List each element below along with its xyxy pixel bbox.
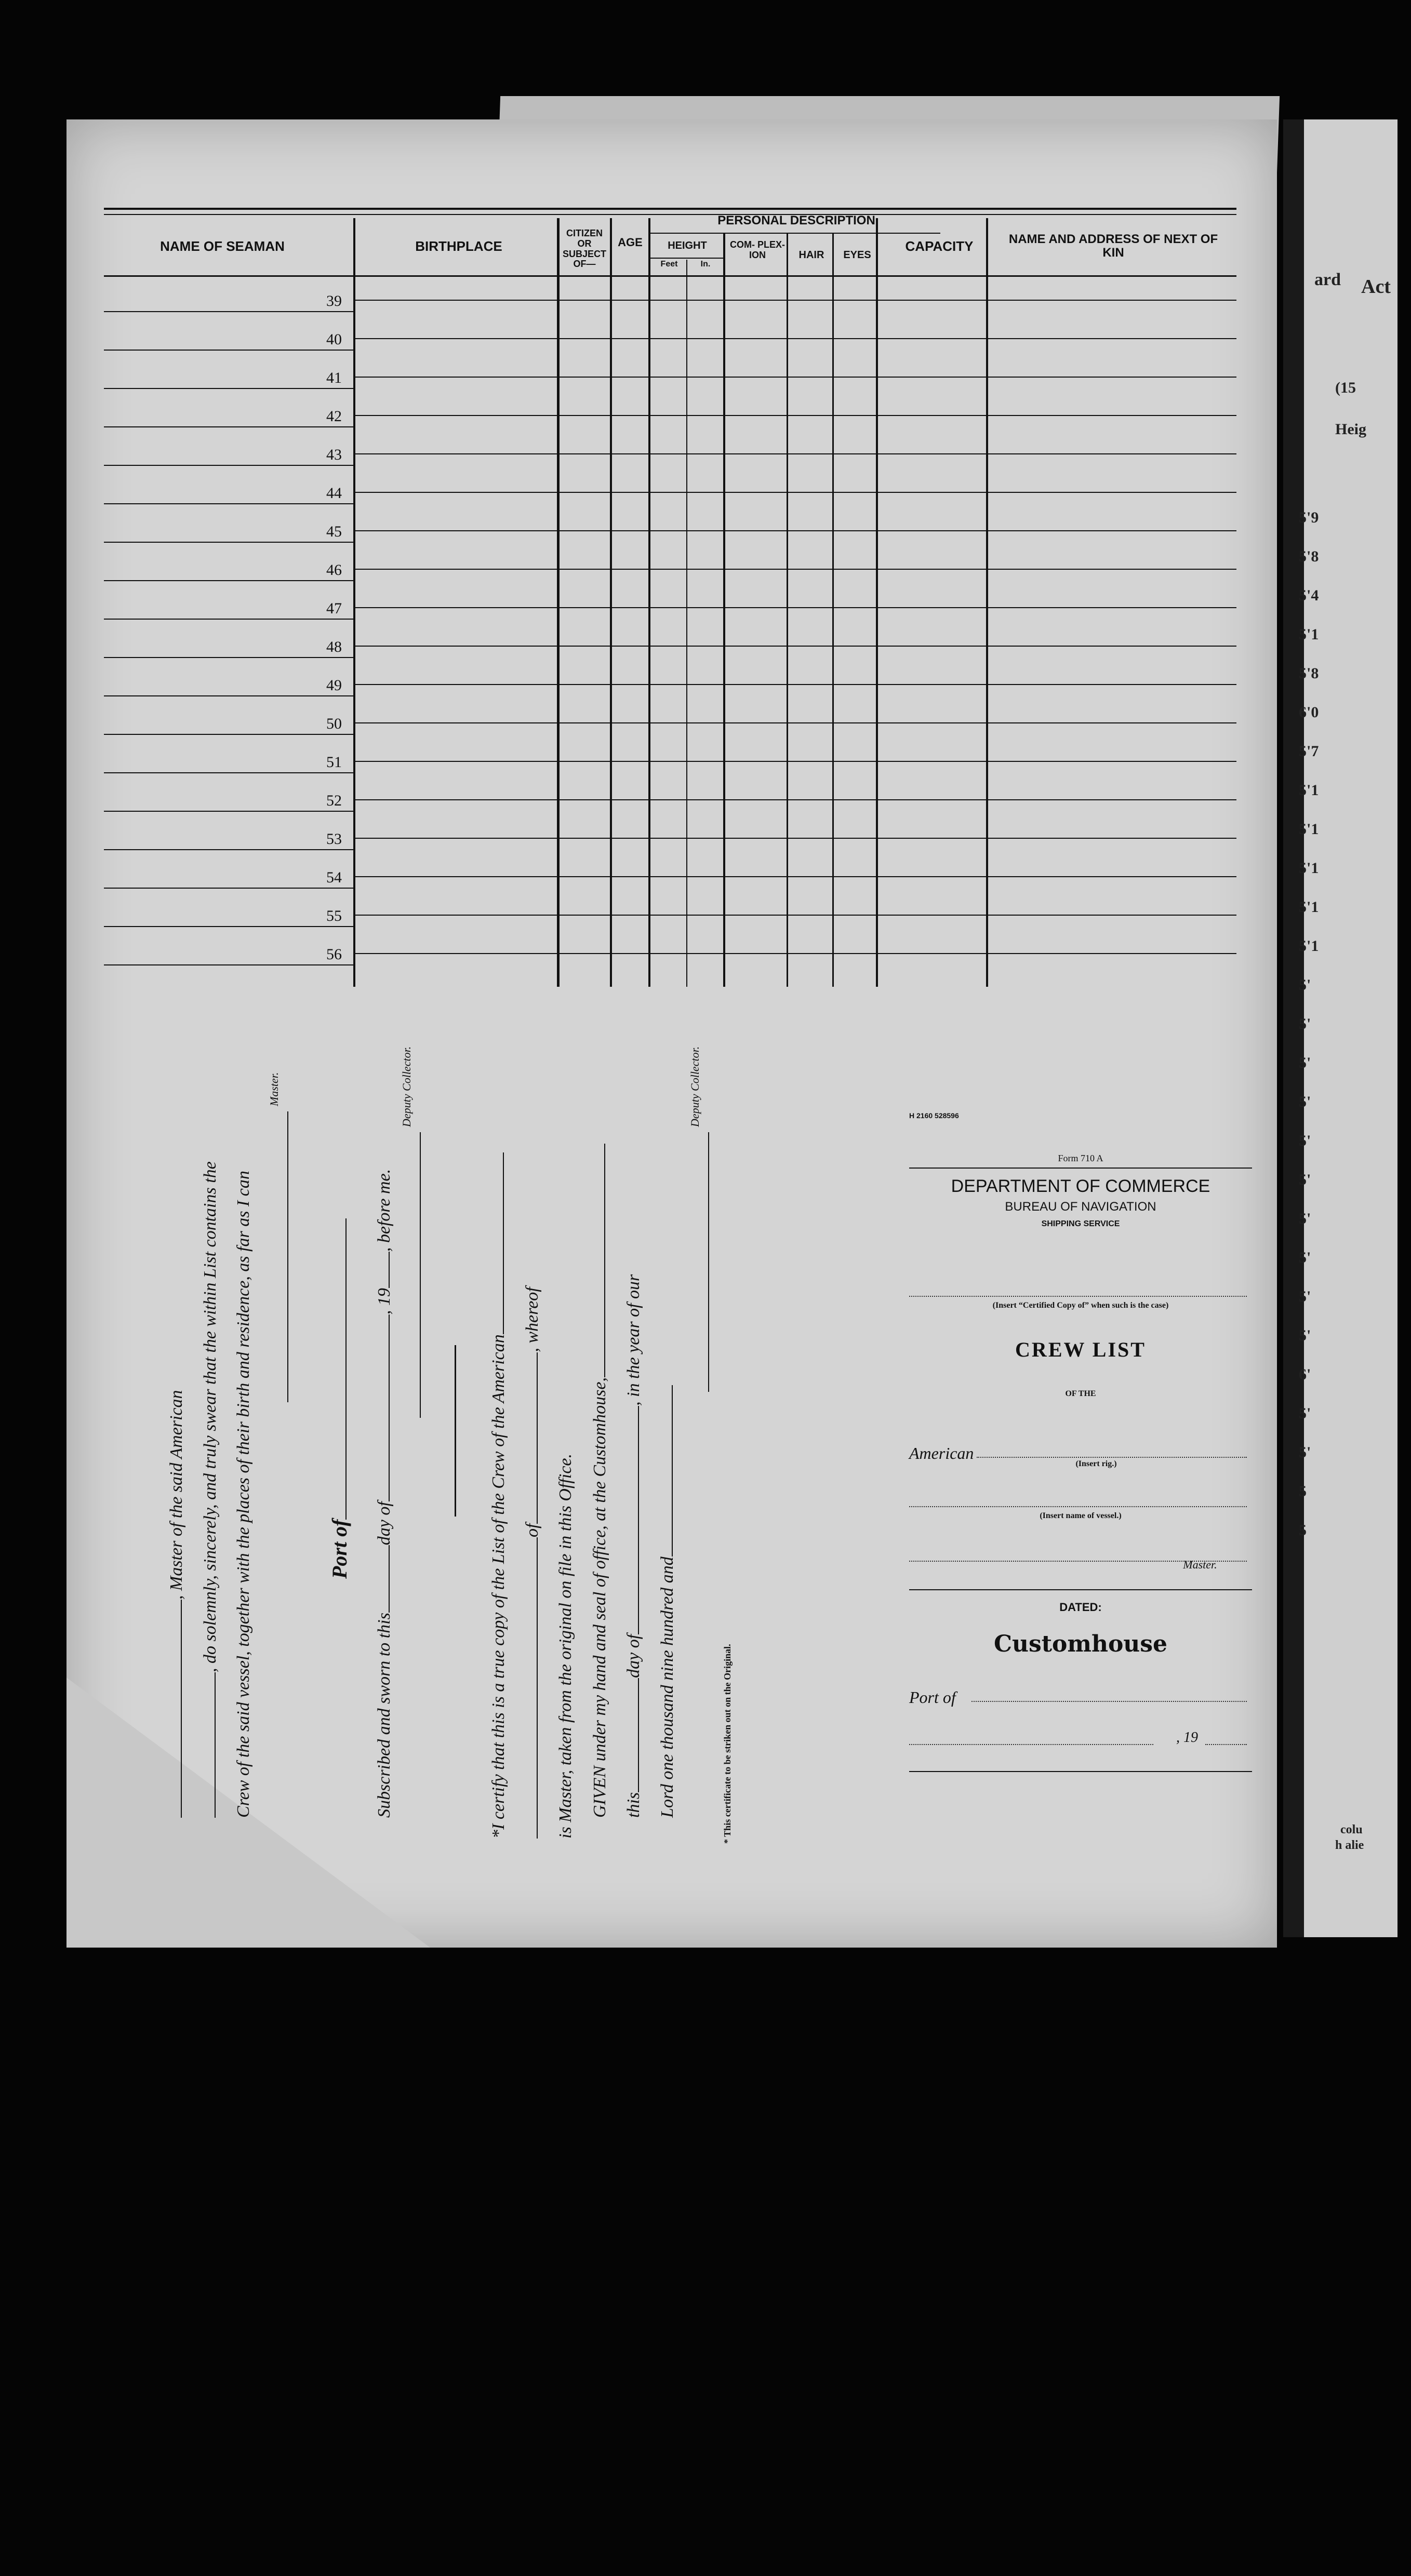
header-personal-description: PERSONAL DESCRIPTION: [717, 213, 875, 227]
row-line: [355, 761, 1236, 762]
row-line: [355, 646, 1236, 647]
top-rule: [104, 208, 1236, 210]
row-line: [355, 530, 1236, 531]
row-line: [355, 722, 1236, 723]
row-line: [104, 888, 353, 889]
col-line: [787, 234, 788, 987]
header-bottom-rule: [104, 275, 1236, 277]
cover-panel: [899, 1101, 1262, 1776]
neighbor-height-value: 5'1: [1299, 821, 1319, 838]
row-line: [355, 453, 1236, 454]
customhouse-title: Customhouse: [993, 1631, 1168, 1657]
port-of: Port of: [327, 1218, 352, 1579]
neighbor-text: colu: [1340, 1823, 1363, 1836]
header-height: HEIGHT: [668, 240, 707, 251]
cover-dotted-line: [909, 1506, 1247, 1507]
header-inches: In.: [700, 260, 711, 269]
header-feet: Feet: [660, 260, 678, 269]
row-number: 55: [326, 907, 342, 924]
col-line: [723, 234, 725, 987]
neighbor-height-value: 5'8: [1299, 665, 1319, 682]
subscribed-line: Subscribed and sworn to thisday of, 19, before me.: [375, 1169, 394, 1818]
header-name-of-seaman: NAME OF SEAMAN: [160, 238, 285, 254]
row-line: [104, 350, 353, 351]
row-line: [355, 415, 1236, 416]
cert-line-6: Lord one thousand nine hundred and: [657, 1385, 677, 1818]
cert-line-4: GIVEN under my hand and seal of office, at the Customhouse,: [590, 1144, 610, 1818]
neighbor-height-value: 5'4: [1299, 587, 1319, 604]
col-line: [876, 218, 878, 987]
cover-dotted-line: [909, 1744, 1153, 1745]
dated-label: DATED:: [1059, 1601, 1102, 1614]
neighbor-text: Act: [1361, 276, 1391, 298]
row-line: [104, 695, 353, 696]
row-number: 53: [326, 830, 342, 848]
row-line: [104, 926, 353, 927]
neighbor-height-value: 5: [1299, 1483, 1307, 1500]
row-line: [104, 580, 353, 581]
row-number: 50: [326, 715, 342, 732]
cert-line-5: thisday of, in the year of our: [624, 1274, 643, 1818]
header-birthplace: BIRTHPLACE: [415, 238, 502, 254]
insert-copy-note: (Insert “Certified Copy of” when such is the case): [992, 1301, 1169, 1310]
certificate-footnote: * This certificate to be striken out on the Original.: [722, 1644, 733, 1844]
neighbor-page: [1283, 119, 1397, 1937]
cover-rule: [909, 1771, 1252, 1772]
row-number: 49: [326, 677, 342, 694]
neighbor-text: h alie: [1335, 1839, 1364, 1852]
cert-line-3: is Master, taken from the original on file in this Office.: [556, 1453, 575, 1839]
row-line: [355, 492, 1236, 493]
row-line: [355, 684, 1236, 685]
neighbor-height-value: 5': [1299, 1093, 1311, 1110]
row-number: 46: [326, 561, 342, 579]
row-line: [355, 607, 1236, 608]
neighbor-height-value: 5': [1299, 1249, 1311, 1266]
row-number: 42: [326, 408, 342, 425]
cover-rule: [909, 1589, 1252, 1590]
row-line: [104, 811, 353, 812]
neighbor-text: Heig: [1335, 421, 1366, 438]
row-line: [104, 311, 353, 312]
row-number: 44: [326, 485, 342, 502]
neighbor-height-value: 5'1: [1299, 860, 1319, 877]
header-rule: [649, 258, 723, 259]
neighbor-height-value: 5'7: [1299, 743, 1319, 760]
row-line: [104, 772, 353, 773]
neighbor-height-value: 5'8: [1299, 548, 1319, 565]
american-label: American: [909, 1444, 974, 1463]
row-number: 47: [326, 600, 342, 617]
neighbor-height-value: 5'1: [1299, 626, 1319, 643]
row-number: 40: [326, 331, 342, 348]
row-line: [104, 619, 353, 620]
year-19: , 19: [1176, 1729, 1198, 1746]
cert-line-1: *I certify that this is a true copy of the List of the Crew of the American: [488, 1152, 509, 1839]
row-line: [355, 338, 1236, 339]
neighbor-height-value: 5': [1299, 1210, 1311, 1227]
header-rule: [649, 233, 940, 234]
row-number: 39: [326, 292, 342, 310]
cover-dotted-line: [909, 1296, 1247, 1297]
row-line: [355, 799, 1236, 800]
cover-dotted-line: [1205, 1744, 1247, 1745]
row-line: [104, 388, 353, 389]
row-number: 45: [326, 523, 342, 540]
port-of-cover: Port of: [909, 1688, 956, 1707]
oath-line-3: Crew of the said vessel, together with the places of their birth and residence, as far as I can: [234, 1171, 253, 1818]
deputy-label-2: Deputy Collector.: [688, 1046, 701, 1127]
cert-line-2: of, whereof: [522, 1287, 542, 1839]
col-line: [686, 260, 687, 987]
row-number: 48: [326, 638, 342, 655]
neighbor-height-value: 5': [1299, 976, 1311, 994]
header-complexion: COM- PLEX- ION: [730, 239, 785, 260]
cover-dotted-line: [971, 1701, 1247, 1702]
neighbor-height-value: 5'9: [1299, 509, 1319, 526]
col-line: [832, 234, 834, 987]
col-line: [557, 218, 560, 987]
neighbor-text: ard: [1314, 270, 1341, 289]
row-line: [355, 838, 1236, 839]
row-line: [104, 426, 353, 427]
row-number: 52: [326, 792, 342, 809]
deputy-signature-2: [694, 1132, 714, 1392]
header-citizen: CITIZEN OR SUBJECT OF—: [562, 228, 606, 270]
neighbor-text: (15: [1335, 379, 1356, 396]
row-line: [104, 964, 353, 965]
master-signature: [273, 1111, 293, 1402]
row-line: [355, 377, 1236, 378]
row-line: [104, 849, 353, 850]
oath-line-1: , Master of the said American: [166, 1390, 187, 1818]
department: DEPARTMENT OF COMMERCE: [951, 1176, 1210, 1196]
row-line: [355, 953, 1236, 954]
header-eyes: EYES: [843, 249, 871, 261]
master-label-cover: Master.: [1183, 1558, 1217, 1571]
row-number: 54: [326, 869, 342, 886]
print-code: H 2160 528596: [909, 1111, 959, 1120]
insert-rig: (Insert rig.): [1075, 1459, 1117, 1468]
of-the: OF THE: [1065, 1389, 1096, 1398]
neighbor-height-value: 5': [1299, 1327, 1311, 1344]
deputy-signature-1: [405, 1132, 425, 1418]
neighbor-height-value: 5'1: [1299, 937, 1319, 955]
cover-rule: [909, 1168, 1252, 1169]
header-next-of-kin: NAME AND ADDRESS OF NEXT OF KIN: [1008, 232, 1218, 260]
crew-list-title: CREW LIST: [1015, 1338, 1146, 1361]
row-line: [104, 657, 353, 658]
row-number: 41: [326, 369, 342, 386]
row-line: [355, 300, 1236, 301]
neighbor-height-value: 6': [1299, 1366, 1311, 1383]
neighbor-height-value: 5': [1299, 1171, 1311, 1188]
bureau: BUREAU OF NAVIGATION: [1005, 1200, 1156, 1214]
master-label: Master.: [268, 1072, 281, 1106]
row-line: [355, 569, 1236, 570]
row-number: 56: [326, 946, 342, 963]
form-number: Form 710 A: [1058, 1153, 1103, 1163]
neighbor-height-value: 5'1: [1299, 898, 1319, 916]
header-hair: HAIR: [798, 249, 824, 261]
insert-vessel: (Insert name of vessel.): [1040, 1511, 1122, 1520]
row-line: [104, 465, 353, 466]
neighbor-height-value: 5': [1299, 1288, 1311, 1305]
neighbor-height-value: 5': [1299, 1444, 1311, 1461]
divider: [455, 1345, 456, 1517]
row-line: [104, 503, 353, 504]
row-number: 43: [326, 446, 342, 463]
row-line: [104, 542, 353, 543]
row-number: 51: [326, 754, 342, 771]
header-age: AGE: [618, 236, 643, 249]
cover-dotted-line: [977, 1457, 1247, 1458]
neighbor-height-value: 5': [1299, 1054, 1311, 1071]
col-line: [353, 218, 355, 987]
row-line: [355, 915, 1236, 916]
header-capacity: CAPACITY: [905, 238, 974, 254]
row-line: [104, 734, 353, 735]
service: SHIPPING SERVICE: [1041, 1219, 1120, 1228]
oath-line-2: , do solemnly, sincerely, and truly swear that the within List contains the: [200, 1161, 220, 1818]
col-line: [610, 218, 612, 987]
neighbor-height-value: 5': [1299, 1405, 1311, 1422]
neighbor-height-value: 5: [1299, 1522, 1307, 1539]
neighbor-height-value: 5'1: [1299, 782, 1319, 799]
neighbor-height-value: 5': [1299, 1132, 1311, 1149]
row-line: [355, 876, 1236, 877]
neighbor-height-value: 5': [1299, 1015, 1311, 1032]
col-line: [648, 218, 650, 987]
neighbor-height-value: 6'0: [1299, 704, 1319, 721]
deputy-label-1: Deputy Collector.: [400, 1046, 413, 1127]
col-line: [986, 218, 988, 987]
